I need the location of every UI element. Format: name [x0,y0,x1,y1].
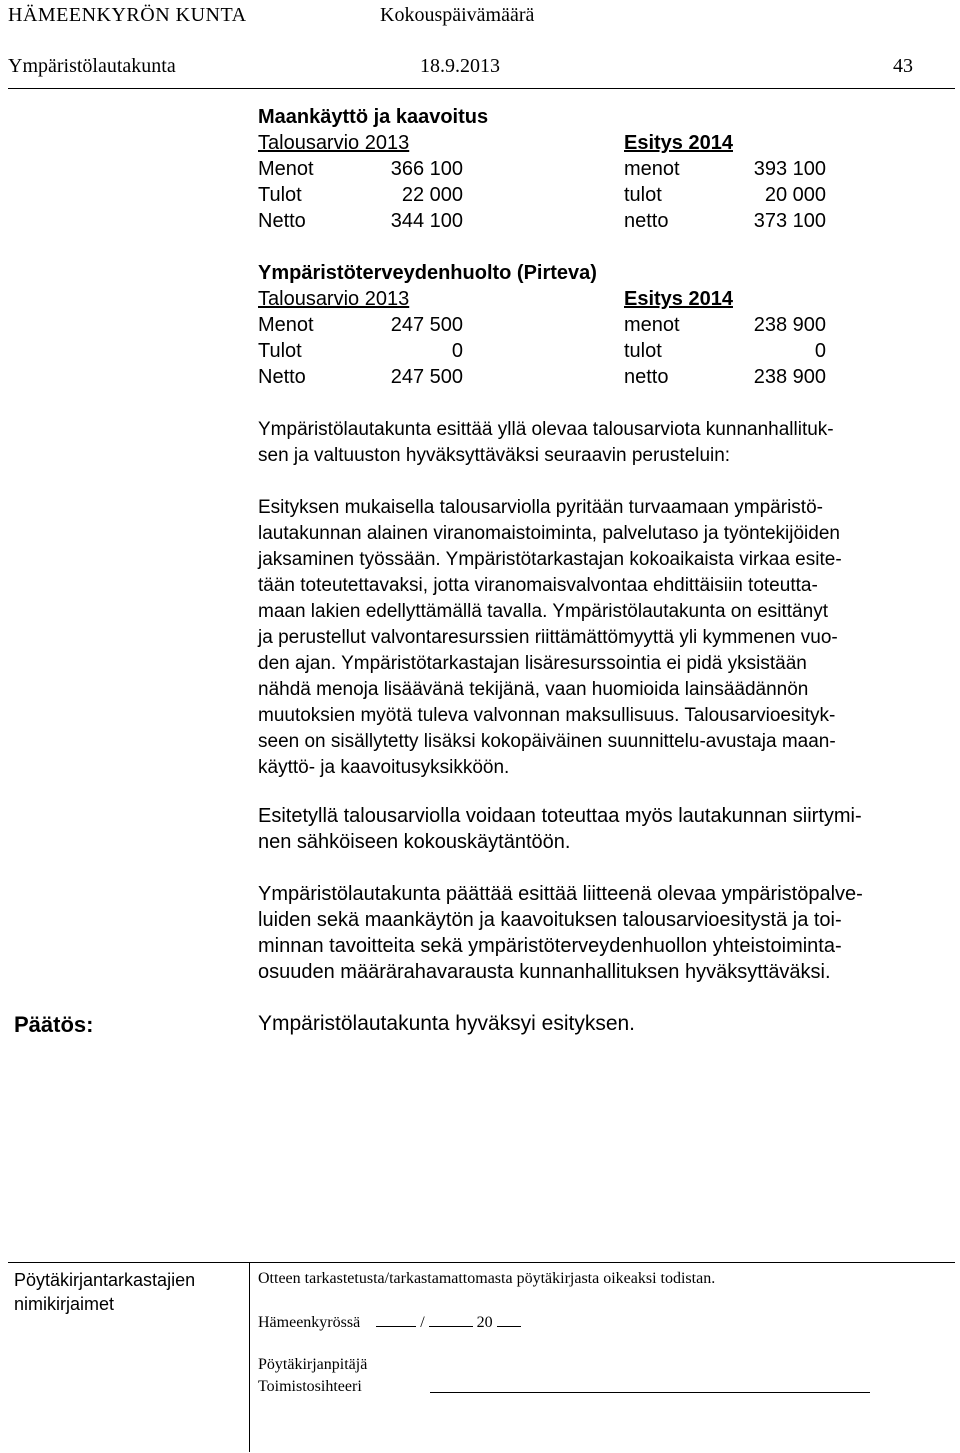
text-line: den ajan. Ympäristötarkastajan lisäresurssointia ei pidä yksistään [258,653,807,674]
justification-paragraph [258,495,948,781]
document-header [8,4,535,27]
text-line: Esityksen mukaisella talousarviolla pyritään turvaamaan ympäristö- [258,497,823,518]
column-header-proposal: Esitys 2014 [624,132,733,154]
year-prefix: 20 [476,1314,493,1331]
meeting-date: 18.9.2013 [420,55,500,77]
row-value-2014: 0 [814,340,826,362]
document-type: Kokouspäivämäärä [380,4,535,26]
text-line: sen ja valtuuston hyväksyttäväksi seuraavin perusteluin: [258,445,731,466]
date-separator: / [420,1314,425,1331]
place-date-line [258,1312,521,1332]
row-value-2014: 393 100 [753,158,826,180]
decision-text: Ympäristölautakunta hyväksyi esityksen. [258,1012,636,1035]
footer-divider [8,1262,955,1263]
document-subheader [8,55,913,78]
row-label-2014: menot [624,314,680,336]
row-label: Netto [258,210,306,232]
row-label: Netto [258,366,306,388]
certification-text: Otteen tarkastetusta/tarkastamattomasta pöytäkirjasta oikeaksi todistan. [258,1270,716,1287]
row-value: 0 [451,340,463,362]
text-line: Esitetyllä talousarviolla voidaan toteuttaa myös lautakunnan siirtymi- [258,805,862,827]
row-value-2014: 238 900 [753,366,826,388]
decision-label: Päätös: [14,1012,94,1037]
text-line: minnan tavoitteita sekä ympäristöterveydenhuollon yhteistoiminta- [258,935,842,957]
column-header-proposal: Esitys 2014 [624,288,733,310]
row-label-2014: netto [624,366,669,388]
text-line: muutoksien myötä tuleva valvonnan maksullisuus. Talousarvioesityk- [258,705,836,726]
row-label: Menot [258,158,314,180]
text-line: Ympäristölautakunta päättää esittää liitteenä olevaa ympäristöpalve- [258,883,863,905]
year-blank [497,1312,521,1327]
organization-name: HÄMEENKYRÖN KUNTA [8,4,247,26]
text-line: nen sähköiseen kokouskäytäntöön. [258,831,571,853]
text-line: käyttö- ja kaavoitusyksikköön. [258,757,510,778]
text-line: seen on sisällytetty lisäksi kokopäiväinen suunnittelu-avustaja maan- [258,731,836,752]
text-line: osuuden määrärahavarausta kunnanhallituksen hyväksyttäväksi. [258,961,831,983]
row-label: Tulot [258,340,302,362]
row-value: 366 100 [390,158,463,180]
row-value: 247 500 [390,314,463,336]
signer-title-1: Pöytäkirjanpitäjä [258,1356,368,1373]
footer-column-divider [249,1262,250,1452]
row-label: Tulot [258,184,302,206]
row-label: Menot [258,314,314,336]
row-label-2014: tulot [624,184,662,206]
page-number: 43 [893,55,913,77]
row-label-2014: tulot [624,340,662,362]
text-line: jaksaminen työssään. Ympäristötarkastajan kokoaikaista virkaa esite- [258,549,842,570]
footer-initials-line2: nimikirjaimet [14,1294,115,1314]
signature-line [430,1392,870,1393]
signer-title-2: Toimistosihteeri [258,1378,362,1395]
column-header-budget: Talousarvio 2013 [258,132,410,154]
row-value-2014: 20 000 [764,184,826,206]
proposal-paragraph [258,881,948,985]
intro-paragraph [258,417,948,469]
row-label-2014: menot [624,158,680,180]
place-name: Hämeenkyrössä [258,1314,361,1331]
electronic-meeting-paragraph [258,803,948,855]
text-line: luiden sekä maankäytön ja kaavoituksen talousarvioesitystä ja toi- [258,909,842,931]
section-title: Maankäyttö ja kaavoitus [258,106,489,128]
row-value: 247 500 [390,366,463,388]
text-line: lautakunnan alainen viranomaistoiminta, palvelutaso ja työntekijöiden [258,523,840,544]
text-line: ja perustellut valvontaresurssien riittämättömyyttä yli kymmenen vuo- [258,627,838,648]
text-line: maan lakien edellyttämällä tavalla. Ympäristölautakunta on esittänyt [258,601,828,622]
text-line: nähdä menoja lisäävänä tekijänä, vaan huomioida lainsäädännön [258,679,809,700]
row-label-2014: netto [624,210,669,232]
board-name: Ympäristölautakunta [8,55,176,77]
row-value-2014: 238 900 [753,314,826,336]
section-title: Ympäristöterveydenhuolto (Pirteva) [258,262,597,284]
row-value: 22 000 [401,184,463,206]
text-line: Ympäristölautakunta esittää yllä olevaa talousarviota kunnanhallituk- [258,419,834,440]
column-header-budget: Talousarvio 2013 [258,288,410,310]
footer-initials-line1: Pöytäkirjantarkastajien [14,1270,196,1290]
row-value-2014: 373 100 [753,210,826,232]
month-blank [429,1312,473,1327]
text-line: tään toteutettavaksi, jotta viranomaisvalvontaa ehdittäisiin toteutta- [258,575,818,596]
footer-initials-label [14,1268,195,1316]
row-value: 344 100 [390,210,463,232]
day-blank [376,1312,416,1327]
header-divider [8,88,955,89]
